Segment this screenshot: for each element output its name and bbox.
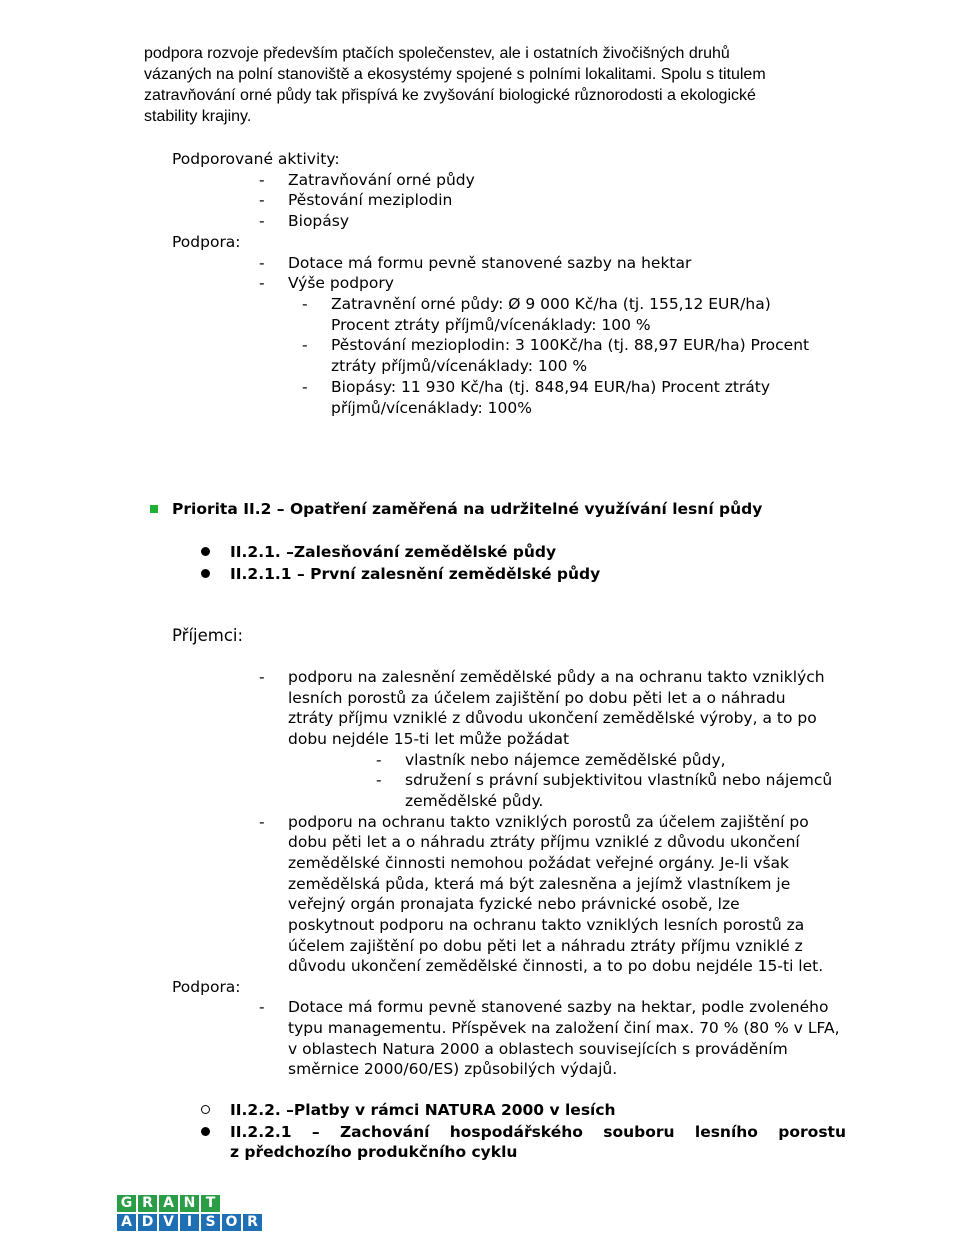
- dash: -: [259, 191, 265, 209]
- heading-word: Zachování: [339, 1123, 430, 1141]
- intro-line: zatravňování orné půdy tak přispívá ke zvyšování biologické různorodosti a ekologické: [144, 87, 756, 104]
- support-sub-line: Procent ztráty příjmů/vícenáklady: 100 %: [331, 316, 651, 334]
- dash: -: [259, 668, 265, 686]
- bullet-icon: [201, 547, 210, 556]
- logo-row-advisor: [117, 1214, 262, 1231]
- logo-tile: R: [138, 1195, 157, 1212]
- dash: -: [259, 212, 265, 230]
- heading-line-2: z předchozího produkčního cyklu: [230, 1143, 518, 1161]
- activity-item: Zatravňování orné půdy: [288, 171, 475, 189]
- support-line: Dotace má formu pevně stanovené sazby na hektar, podle zvoleného: [288, 998, 829, 1016]
- recipient-line: ztráty příjmu vzniklé z důvodu ukončení zemědělské výroby, a to po: [288, 709, 817, 727]
- support-sub-line: příjmů/vícenáklady: 100%: [331, 399, 532, 417]
- dash: -: [302, 336, 308, 354]
- bullet-icon: [201, 569, 210, 578]
- recipient-line: lesních porostů za účelem zajištění po dobu pěti let a o náhradu: [288, 689, 786, 707]
- dash: -: [259, 254, 265, 272]
- dash: -: [376, 751, 382, 769]
- support-line: typu managementu. Příspěvek na založení činí max. 70 % (80 % v LFA,: [288, 1019, 840, 1037]
- logo-tile: V: [159, 1214, 178, 1231]
- logo-tile: O: [222, 1214, 241, 1231]
- support-sub-line: Pěstování mezioplodin: 3 100Kč/ha (tj. 88,97 EUR/ha) Procent: [331, 336, 810, 354]
- recipient-line: důvodu ukončení zemědělské činnosti, a to po dobu nejdéle 15-ti let.: [288, 957, 824, 975]
- recipient-line: dobu pěti let a o náhradu ztráty příjmu vzniklé z důvodu ukončení: [288, 833, 800, 851]
- heading-word: porostu: [778, 1123, 846, 1141]
- intro-line: stability krajiny.: [144, 108, 252, 125]
- recipient-line: poskytnout podporu na ochranu takto vzniklých lesních porostů za: [288, 916, 805, 934]
- support-sub-line: Biopásy: 11 930 Kč/ha (tj. 848,94 EUR/ha) Procent ztráty: [331, 378, 771, 396]
- recipient-line: veřejný orgán pronajata fyzické nebo právnické osobě, lze: [288, 895, 740, 913]
- recipient-line: zemědělské činnosti nemohou požádat veřejné orgány. Je-li však: [288, 854, 789, 872]
- activity-item: Biopásy: [288, 212, 350, 230]
- logo-tile: T: [201, 1195, 220, 1212]
- dash: -: [376, 771, 382, 789]
- logo-row-grant: [117, 1195, 262, 1212]
- dash: -: [259, 813, 265, 831]
- heading-word: lesního: [694, 1123, 758, 1141]
- intro-line: podpora rozvoje především ptačích společenstev, ale i ostatních živočišných druhů: [144, 45, 730, 62]
- logo-tile: R: [243, 1214, 262, 1231]
- grant-advisor-logo: [117, 1195, 262, 1233]
- support-line: v oblastech Natura 2000 a oblastech souvisejících s prováděním: [288, 1040, 788, 1058]
- recipient-sub-line: sdružení s právní subjektivitou vlastníků nebo nájemců: [405, 771, 833, 789]
- heading-word: hospodářského: [449, 1123, 583, 1141]
- logo-tile: S: [201, 1214, 220, 1231]
- dash: -: [302, 378, 308, 396]
- activities-label: Podporované aktivity:: [172, 150, 340, 168]
- support-item: Výše podpory: [288, 274, 394, 292]
- bullet-icon: [201, 1127, 210, 1136]
- support-line: směrnice 2000/60/ES) způsobilých výdajů.: [288, 1060, 618, 1078]
- logo-tile: D: [138, 1214, 157, 1231]
- recipient-line: podporu na ochranu takto vzniklých porostů za účelem zajištění po: [288, 813, 809, 831]
- support-label: Podpora:: [172, 233, 241, 251]
- dash: -: [259, 274, 265, 292]
- logo-tile: N: [180, 1195, 199, 1212]
- intro-line: vázaných na polní stanoviště a ekosystémy spojené s polními lokalitami. Spolu s titulem: [144, 66, 766, 83]
- logo-tile: A: [117, 1214, 136, 1231]
- activity-item: Pěstování meziplodin: [288, 191, 453, 209]
- recipient-line: dobu nejdéle 15-ti let může požádat: [288, 730, 570, 748]
- support-sub-line: ztráty příjmů/vícenáklady: 100 %: [331, 357, 588, 375]
- recipient-sub-line: zemědělské půdy.: [405, 792, 544, 810]
- dash: -: [302, 295, 308, 313]
- natura-heading: II.2.2. –Platby v rámci NATURA 2000 v lesích: [230, 1101, 616, 1119]
- circle-bullet-icon: [201, 1105, 210, 1114]
- justified-heading-line: [230, 1122, 846, 1142]
- priority-title: Priorita II.2 – Opatření zaměřená na udržitelné využívání lesní půdy: [172, 500, 763, 518]
- heading-word: –: [311, 1123, 320, 1141]
- priority-bullet: II.2.1.1 – První zalesnění zemědělské půdy: [230, 565, 601, 583]
- support-item: Dotace má formu pevně stanovené sazby na hektar: [288, 254, 692, 272]
- logo-tile: A: [159, 1195, 178, 1212]
- support-label-2: Podpora:: [172, 978, 241, 996]
- recipients-label: Příjemci:: [172, 626, 244, 645]
- recipient-line: účelem zajištění po dobu pěti let a náhradu ztráty příjmu vzniklé z: [288, 937, 803, 955]
- recipient-line: zemědělská půda, která má být zalesněna a jejímž vlastníkem je: [288, 875, 791, 893]
- logo-tile: G: [117, 1195, 136, 1212]
- heading-word: souboru: [603, 1123, 675, 1141]
- dash: -: [259, 171, 265, 189]
- recipient-sub-line: vlastník nebo nájemce zemědělské půdy,: [405, 751, 726, 769]
- logo-tile: I: [180, 1214, 199, 1231]
- support-sub-line: Zatravnění orné půdy: Ø 9 000 Kč/ha (tj. 155,12 EUR/ha): [331, 295, 771, 313]
- priority-bullet: II.2.1. –Zalesňování zemědělské půdy: [230, 543, 557, 561]
- priority-square-icon: [150, 505, 158, 513]
- heading-word: II.2.2.1: [230, 1123, 292, 1141]
- dash: -: [259, 998, 265, 1016]
- recipient-line: podporu na zalesnění zemědělské půdy a na ochranu takto vzniklých: [288, 668, 825, 686]
